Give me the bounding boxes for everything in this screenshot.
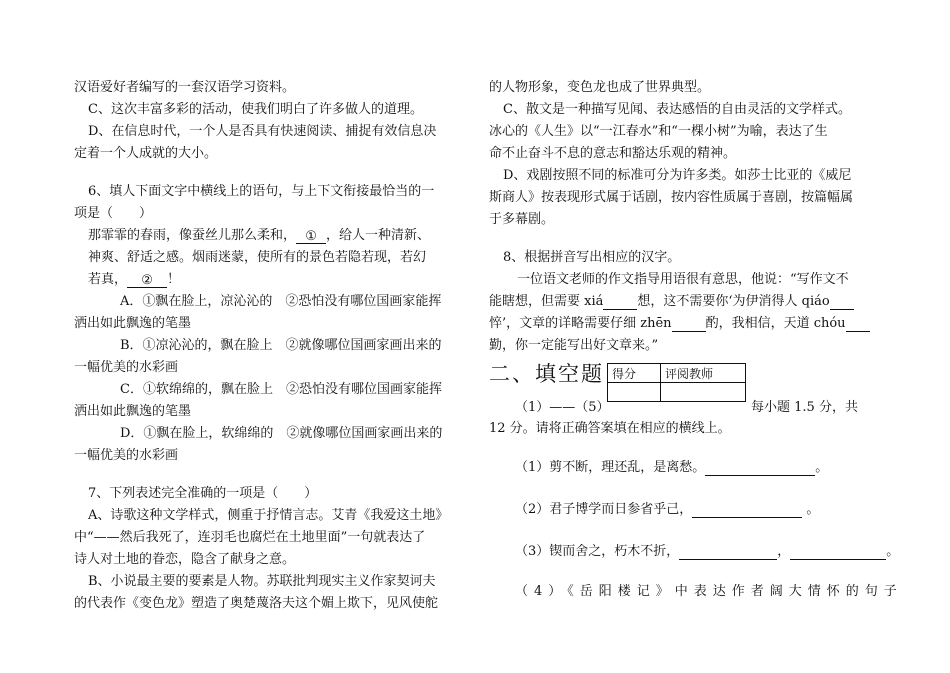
answer-blank[interactable]	[692, 503, 802, 518]
score-cell[interactable]	[608, 383, 661, 402]
question-8-stem: 8、根据拼音写出相应的汉字。	[503, 250, 681, 265]
option-d-cont: 一幅优美的水彩画	[74, 448, 179, 463]
answer-blank[interactable]	[679, 545, 777, 560]
item-end: 。	[806, 502, 820, 517]
blank-1: ①	[296, 229, 326, 244]
text-line: 的人物形象，变色龙也成了世界典型。	[489, 80, 711, 95]
option-a: A．①飘在脸上，凉沁沁的 ②恐怕没有哪位国画家能挥	[120, 294, 442, 309]
passage-line	[88, 228, 430, 244]
pinyin-line	[489, 294, 854, 310]
section-points: 每小题 1.5 分，共	[751, 400, 858, 415]
passage-text: 想，这不需要你‘为伊消得人 qiáo	[637, 294, 830, 309]
text-line: D、在信息时代，一个人是否具有快速阅读、捕捉有效信息决	[88, 124, 437, 139]
text-line: C、这次丰富多彩的活动，使我们明白了许多做人的道理。	[88, 102, 423, 117]
text-line: 中“——然后我死了，连羽毛也腐烂在土地里面”一句就表达了	[74, 530, 426, 545]
pinyin-blank[interactable]	[672, 317, 706, 332]
answer-blank[interactable]	[705, 461, 815, 476]
text-line: 冰心的《人生》以“一江春水”和“一棵小树”为喻，表达了生	[489, 124, 828, 139]
text-line: 汉语爱好者编写的一套汉语学习资料。	[74, 80, 296, 95]
passage-text: ！	[167, 272, 181, 287]
text-line: 勤，你一定能写出好文章来。”	[489, 338, 659, 353]
blank-2: ②	[127, 273, 167, 288]
item-text: （3）锲而舍之，朽木不折，	[515, 544, 680, 559]
passage-line: 神爽、舒适之感。烟雨迷蒙，使所有的景色若隐若现，若幻	[88, 250, 427, 265]
grader-label: 评阅教师	[661, 364, 746, 383]
score-label: 得分	[608, 364, 661, 383]
pinyin-blank[interactable]	[846, 317, 870, 332]
score-table	[607, 363, 746, 402]
text-line: B、小说最主要的要素是人物。苏联批判现实主义作家契诃夫	[88, 574, 436, 589]
section-range: （1）——（5）	[515, 400, 610, 415]
passage-text: 悴’，文章的详略需要仔细 zhēn	[489, 316, 672, 331]
passage-text: ，给人一种清新、	[326, 228, 431, 243]
text-line: D、戏剧按照不同的标准可分为许多类。如莎士比亚的《威尼	[503, 168, 852, 183]
grader-cell[interactable]	[661, 383, 746, 402]
text-line: 斯商人》按表现形式属于话剧，按内容性质属于喜剧，按篇幅属	[489, 190, 854, 205]
pinyin-line	[489, 316, 870, 332]
option-c: C．①软绵绵的，飘在脸上 ②恐怕没有哪位国画家能挥	[120, 382, 442, 397]
passage-text: 能瞎想，但需要 xiá	[489, 294, 604, 309]
text-line: 命不止奋斗不息的意志和豁达乐观的精神。	[489, 146, 737, 161]
text-line: 诗人对土地的眷恋，隐含了献身之意。	[74, 552, 296, 567]
item-text: （2）君子博学而日参省乎己，	[515, 502, 693, 517]
passage-text: 酌，我相信，天道 chóu	[705, 316, 846, 331]
fill-item-1	[515, 460, 828, 476]
fill-item-3	[515, 544, 899, 560]
option-b: B．①凉沁沁的，飘在脸上 ②就像哪位国画家画出来的	[120, 338, 442, 353]
text-line: 的代表作《变色龙》塑造了奥楚蔑洛夫这个媚上欺下，见风使舵	[74, 596, 439, 611]
answer-blank[interactable]	[790, 545, 886, 560]
section-instructions: 12 分。请将正确答案填在相应的横线上。	[489, 421, 731, 436]
text-line: 一位语文老师的作文指导用语很有意思，他说：“写作文不	[517, 272, 849, 287]
option-b-cont: 一幅优美的水彩画	[74, 360, 179, 375]
option-c-cont: 洒出如此飘逸的笔墨	[74, 404, 192, 419]
item-sep: ，	[777, 544, 791, 559]
text-line: C、散文是一种描写见闻、表达感悟的自由灵活的文学样式。	[503, 102, 851, 117]
passage-text: 那霏霏的春雨，像蚕丝儿那么柔和，	[88, 228, 297, 243]
text-line: 于多幕剧。	[489, 212, 555, 227]
section-2-heading: 二、填空题	[489, 362, 604, 386]
fill-item-2	[515, 502, 819, 518]
passage-text: 若真，	[88, 272, 128, 287]
passage-line	[88, 272, 180, 288]
fill-item-4: （4）《岳阳楼记》中表达作者阔大情怀的句子	[515, 584, 903, 599]
pinyin-blank[interactable]	[830, 295, 854, 310]
item-text: （1）剪不断，理还乱，是离愁。	[515, 460, 706, 475]
item-end: 。	[886, 544, 900, 559]
option-d: D．①飘在脸上，软绵绵的 ②就像哪位国画家画出来的	[120, 426, 443, 441]
text-line: 定着一个人成就的大小。	[74, 146, 218, 161]
option-a-cont: 洒出如此飘逸的笔墨	[74, 316, 192, 331]
question-6-stem: 6、填人下面文字中横线上的语句，与上下文衔接最恰当的一	[88, 184, 435, 199]
item-end: 。	[815, 460, 829, 475]
question-6-stem-cont: 项是（ ）	[74, 206, 153, 221]
pinyin-blank[interactable]	[603, 295, 637, 310]
text-line: A、诗歌这种文学样式，侧重于抒情言志。艾青《我爱这土地》	[88, 508, 449, 523]
question-7-stem: 7、下列表述完全准确的一项是（ ）	[88, 486, 318, 501]
